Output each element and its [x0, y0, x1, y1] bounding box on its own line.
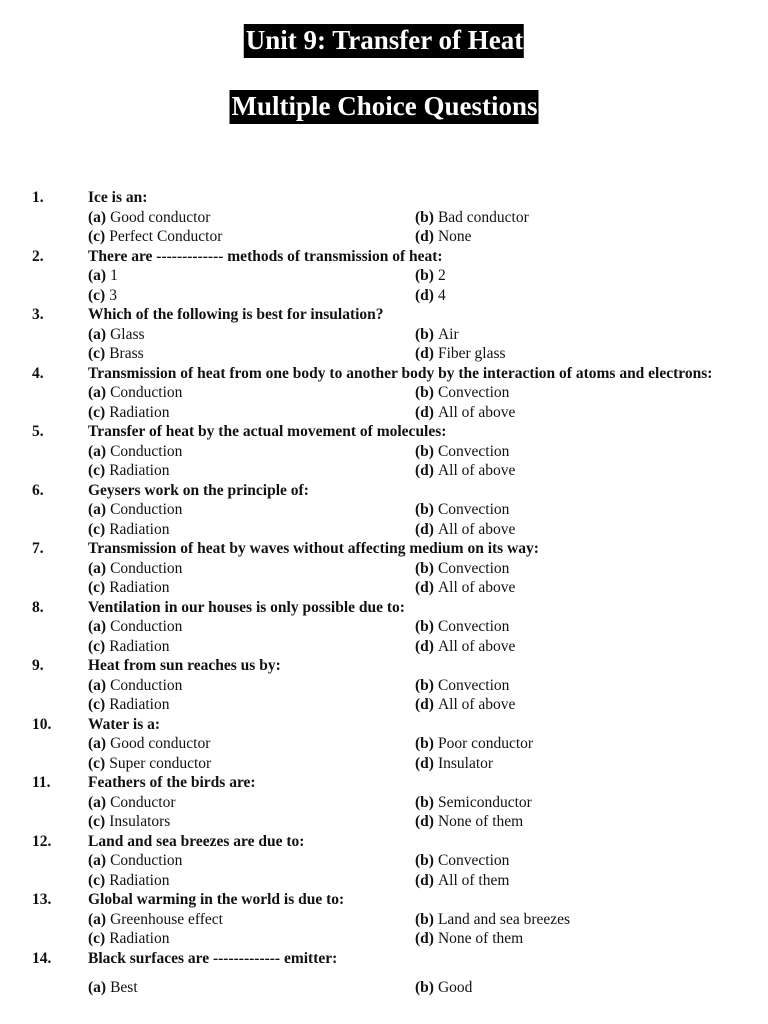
answer-option [88, 676, 415, 696]
option-letter: (a) [88, 442, 107, 460]
option-letter: (a) [88, 325, 107, 343]
answer-option [88, 812, 415, 832]
answer-option [415, 929, 768, 949]
question-item [0, 481, 768, 540]
option-letter: (c) [88, 520, 106, 538]
option-text: Poor conductor [437, 735, 534, 752]
question-item [0, 598, 768, 657]
option-letter: (d) [415, 637, 434, 655]
question-stem: Black surfaces are ------------- emitter: [88, 949, 338, 967]
option-letter: (b) [415, 267, 434, 284]
answer-options [88, 978, 768, 998]
option-text: Convection [437, 501, 510, 518]
option-text: All of them [437, 871, 510, 889]
option-text: Convection [437, 676, 510, 694]
option-letter: (c) [88, 286, 106, 304]
option-text: Radiation [109, 462, 170, 479]
answer-options [88, 617, 768, 656]
option-letter: (c) [88, 403, 106, 421]
answer-option [415, 208, 768, 228]
option-text: All of above [437, 462, 516, 479]
answer-option [88, 344, 415, 364]
option-text: Radiation [109, 403, 170, 421]
option-text: Convection [437, 384, 510, 401]
option-text: Radiation [109, 930, 170, 947]
answer-option [88, 520, 415, 540]
option-letter: (c) [88, 462, 106, 479]
option-letter: (b) [415, 442, 434, 460]
question-stem: Transmission of heat by waves without affecting medium on its way: [88, 540, 539, 557]
question-stem: Geysers work on the principle of: [88, 481, 309, 499]
option-letter: (b) [415, 979, 434, 996]
question-number: 12. [32, 832, 52, 850]
question-stem: Global warming in the world is due to: [88, 891, 345, 908]
option-letter: (c) [88, 813, 106, 830]
answer-option [88, 695, 415, 715]
option-letter: (c) [88, 579, 106, 596]
question-number: 11. [32, 774, 51, 791]
option-letter: (b) [415, 793, 434, 811]
question-stem: Water is a: [88, 715, 161, 733]
option-text: All of above [437, 403, 516, 421]
option-text: Radiation [109, 696, 170, 713]
answer-option [415, 754, 768, 774]
option-text: Semiconductor [437, 793, 532, 811]
option-text: All of above [437, 637, 516, 655]
question-stem: Ice is an: [88, 189, 148, 206]
option-text: Conduction [110, 852, 183, 869]
question-item [0, 773, 768, 832]
option-text: Radiation [109, 637, 170, 655]
answer-option [88, 929, 415, 949]
question-number: 9. [32, 657, 44, 674]
option-text: Convection [437, 618, 510, 635]
option-text: Bad conductor [437, 208, 529, 226]
option-text: Conduction [110, 559, 183, 577]
option-letter: (b) [415, 618, 434, 635]
option-letter: (a) [88, 208, 107, 226]
answer-option [415, 617, 768, 637]
answer-option [415, 793, 768, 813]
option-letter: (b) [415, 676, 434, 694]
question-item [0, 949, 768, 998]
option-text: Fiber glass [437, 345, 506, 362]
answer-option [415, 286, 768, 306]
option-text: None of them [437, 813, 524, 830]
option-letter: (a) [88, 676, 107, 694]
option-letter: (b) [415, 559, 434, 577]
option-letter: (a) [88, 735, 107, 752]
answer-options [88, 851, 768, 890]
question-number: 4. [32, 364, 44, 382]
answer-option [88, 286, 415, 306]
answer-option [415, 559, 768, 579]
option-text: None [437, 228, 472, 245]
option-letter: (b) [415, 384, 434, 401]
question-number: 10. [32, 715, 52, 733]
question-item [0, 188, 768, 247]
answer-options [88, 910, 768, 949]
answer-option [415, 978, 768, 998]
option-text: Convection [437, 559, 510, 577]
question-item [0, 247, 768, 306]
option-text: Good [437, 979, 473, 996]
option-text: Perfect Conductor [109, 228, 223, 245]
option-letter: (d) [415, 813, 434, 830]
question-item [0, 715, 768, 774]
question-number: 1. [32, 189, 44, 206]
question-number: 7. [32, 540, 44, 557]
answer-options [88, 793, 768, 832]
option-text: Radiation [109, 520, 170, 538]
question-item [0, 305, 768, 364]
answer-option [415, 676, 768, 696]
option-text: Radiation [109, 579, 170, 596]
answer-option [415, 851, 768, 871]
question-stem: Feathers of the birds are: [88, 774, 256, 791]
answer-option [88, 500, 415, 520]
option-text: Insulators [109, 813, 171, 830]
answer-option [88, 208, 415, 228]
option-letter: (a) [88, 793, 107, 811]
option-letter: (a) [88, 618, 107, 635]
option-letter: (b) [415, 325, 434, 343]
answer-option [415, 325, 768, 345]
option-text: Conductor [110, 793, 176, 811]
question-stem: Which of the following is best for insulation? [88, 306, 384, 323]
answer-option [415, 266, 768, 286]
answer-option [415, 500, 768, 520]
answer-option [415, 461, 768, 481]
option-letter: (a) [88, 910, 107, 928]
question-stem: Ventilation in our houses is only possible due to: [88, 598, 405, 616]
answer-options [88, 734, 768, 773]
answer-option [415, 637, 768, 657]
option-letter: (d) [415, 403, 434, 421]
answer-option [88, 383, 415, 403]
option-text: Conduction [110, 384, 183, 401]
option-text: 2 [437, 267, 446, 284]
answer-options [88, 266, 768, 305]
question-number: 14. [32, 949, 52, 967]
answer-option [415, 383, 768, 403]
option-text: Conduction [110, 501, 183, 518]
answer-options [88, 325, 768, 364]
option-text: Greenhouse effect [110, 910, 223, 928]
answer-option [88, 910, 415, 930]
option-letter: (c) [88, 696, 106, 713]
option-letter: (a) [88, 852, 107, 869]
answer-options [88, 559, 768, 598]
answer-option [88, 637, 415, 657]
answer-option [415, 695, 768, 715]
answer-option [415, 227, 768, 247]
question-item [0, 832, 768, 891]
question-number: 13. [32, 891, 52, 908]
option-letter: (d) [415, 871, 434, 889]
answer-option [88, 227, 415, 247]
question-number: 2. [32, 247, 44, 265]
answer-option [415, 871, 768, 891]
question-item [0, 364, 768, 423]
answer-option [88, 266, 415, 286]
answer-option [88, 754, 415, 774]
answer-options [88, 442, 768, 481]
option-letter: (a) [88, 559, 107, 577]
option-text: 1 [110, 267, 118, 284]
option-letter: (a) [88, 501, 107, 518]
option-letter: (b) [415, 208, 434, 226]
option-text: 4 [437, 286, 446, 304]
answer-option [88, 617, 415, 637]
question-stem: Transmission of heat from one body to another body by the interaction of atoms and electrons: [88, 364, 713, 382]
question-stem: Transfer of heat by the actual movement of molecules: [88, 423, 447, 440]
option-letter: (c) [88, 228, 106, 245]
answer-option [415, 578, 768, 598]
question-number: 6. [32, 481, 44, 499]
answer-option [88, 871, 415, 891]
answer-option [88, 403, 415, 423]
answer-option [88, 578, 415, 598]
option-letter: (d) [415, 286, 434, 304]
option-letter: (c) [88, 754, 106, 772]
answer-option [415, 403, 768, 423]
option-text: Radiation [109, 871, 170, 889]
option-text: Glass [110, 325, 145, 343]
option-text: All of above [437, 696, 516, 713]
question-list [0, 188, 768, 998]
question-item [0, 890, 768, 949]
page-subtitle: Multiple Choice Questions [229, 90, 538, 124]
option-letter: (d) [415, 462, 434, 479]
question-stem: Land and sea breezes are due to: [88, 832, 305, 850]
answer-option [88, 325, 415, 345]
answer-option [415, 812, 768, 832]
option-text: All of above [437, 520, 516, 538]
option-text: Good conductor [110, 208, 211, 226]
option-text: Convection [437, 442, 510, 460]
answer-option [88, 461, 415, 481]
question-stem: There are ------------- methods of transmission of heat: [88, 247, 443, 265]
option-letter: (a) [88, 267, 107, 284]
option-text: Land and sea breezes [437, 910, 571, 928]
answer-option [415, 520, 768, 540]
answer-option [88, 559, 415, 579]
answer-options [88, 383, 768, 422]
question-item [0, 422, 768, 481]
option-letter: (c) [88, 637, 106, 655]
answer-option [415, 910, 768, 930]
page-title: Unit 9: Transfer of Heat [244, 24, 524, 58]
question-item [0, 656, 768, 715]
option-letter: (a) [88, 979, 107, 996]
answer-option [415, 344, 768, 364]
question-stem: Heat from sun reaches us by: [88, 657, 281, 674]
answer-option [88, 851, 415, 871]
option-text: Insulator [437, 754, 494, 772]
option-letter: (a) [88, 384, 107, 401]
option-letter: (c) [88, 930, 106, 947]
option-letter: (b) [415, 501, 434, 518]
option-text: Good conductor [110, 735, 211, 752]
option-text: 3 [109, 286, 117, 304]
option-letter: (d) [415, 754, 434, 772]
answer-option [88, 978, 415, 998]
option-letter: (b) [415, 852, 434, 869]
option-letter: (d) [415, 579, 434, 596]
answer-option [88, 793, 415, 813]
option-text: All of above [437, 579, 516, 596]
answer-option [415, 442, 768, 462]
option-text: Conduction [110, 676, 183, 694]
option-letter: (d) [415, 345, 434, 362]
option-letter: (d) [415, 930, 434, 947]
answer-option [415, 734, 768, 754]
option-letter: (c) [88, 871, 106, 889]
question-number: 8. [32, 598, 44, 616]
option-text: Air [437, 325, 459, 343]
option-text: Super conductor [109, 754, 212, 772]
option-letter: (d) [415, 228, 434, 245]
option-text: Conduction [110, 618, 183, 635]
option-letter: (d) [415, 696, 434, 713]
option-letter: (b) [415, 910, 434, 928]
option-letter: (c) [88, 345, 106, 362]
question-number: 5. [32, 423, 44, 440]
answer-options [88, 676, 768, 715]
answer-options [88, 500, 768, 539]
option-text: Convection [437, 852, 510, 869]
option-text: Conduction [110, 442, 183, 460]
answer-option [88, 442, 415, 462]
option-letter: (d) [415, 520, 434, 538]
answer-options [88, 208, 768, 247]
answer-option [88, 734, 415, 754]
question-item [0, 539, 768, 598]
option-text: Best [110, 979, 138, 996]
question-number: 3. [32, 306, 44, 323]
option-text: None of them [437, 930, 524, 947]
option-letter: (b) [415, 735, 434, 752]
option-text: Brass [109, 345, 144, 362]
